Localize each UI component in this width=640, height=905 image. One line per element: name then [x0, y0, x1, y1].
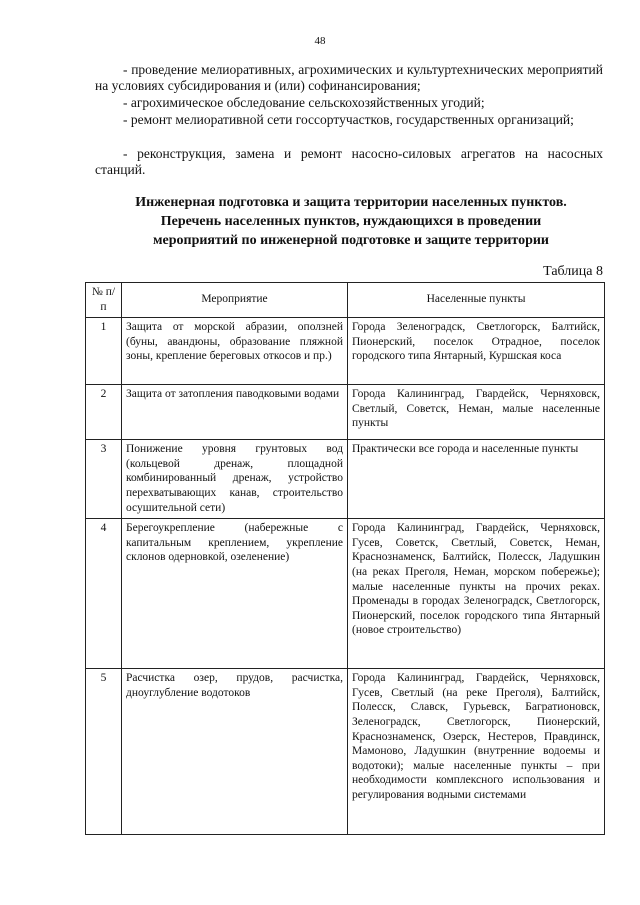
table-row [86, 669, 605, 835]
row-number: 2 [86, 385, 122, 440]
table-row [86, 318, 605, 385]
row-number: 4 [86, 519, 122, 669]
header-num: № п/п [86, 283, 122, 318]
row-measure: Расчистка озер, прудов, расчистка, дноуглубление водотоков [122, 669, 348, 835]
section-heading [92, 193, 610, 250]
list-item: - ремонт мелиоративной сети госсортучастков, государственных организаций; [123, 112, 574, 127]
list-item: - агрохимическое обследование сельскохозяйственных угодий; [123, 95, 485, 110]
row-number: 1 [86, 318, 122, 385]
header-localities: Населенные пункты [348, 283, 605, 318]
table-row [86, 385, 605, 440]
table-row [86, 519, 605, 669]
heading-line: Перечень населенных пунктов, нуждающихся в проведении [160, 214, 542, 229]
row-localities: Города Зеленоградск, Светлогорск, Балтийск, Пионерский, поселок Отрадное, поселок городского типа Янтарный, Куршская коса [348, 318, 605, 385]
list-item: - проведение мелиоративных, агрохимических и культуртехнических мероприятий на условиях субсидирования и (или) софинансирования; [95, 62, 603, 94]
list-item: - реконструкция, замена и ремонт насосно-силовых агрегатов на насосных станций. [95, 146, 603, 178]
heading-line: Инженерная подготовка и защита территории населенных пунктов. [135, 195, 567, 210]
row-localities: Города Калининград, Гвардейск, Черняховск, Гусев, Советск, Светлый, Советск, Неман, Краснознаменск, Балтийск, Полесск, Ладушкин (на реках Преголя, Неман, морском побережье); малые населенные пункты на прочих реках. Променады в городах Зеленоградск, Светлогорск, Пионерский, поселок городского типа Янтарный (новое строительство) [348, 519, 605, 669]
table-header-row [86, 283, 605, 318]
row-localities: Практически все города и населенные пункты [348, 440, 605, 519]
localities-table [85, 282, 605, 835]
row-number: 5 [86, 669, 122, 835]
row-number: 3 [86, 440, 122, 519]
row-measure: Понижение уровня грунтовых вод (кольцевой дренаж, площадной комбинированный дренаж, устройство перехватывающих канав, строительство осушительной сети) [122, 440, 348, 519]
row-localities: Города Калининград, Гвардейск, Черняховск, Светлый, Советск, Неман, малые населенные пункты [348, 385, 605, 440]
row-measure: Защита от затопления паводковыми водами [122, 385, 348, 440]
table-caption: Таблица 8 [543, 264, 603, 279]
heading-line: мероприятий по инженерной подготовке и защите территории [152, 233, 550, 248]
row-measure: Защита от морской абразии, оползней (буны, авандюны, образование пляжной зоны, крепление береговых откосов и пр.) [122, 318, 348, 385]
page-number: 48 [314, 35, 326, 47]
row-localities: Города Калининград, Гвардейск, Черняховск, Гусев, Светлый (на реке Преголя), Балтийск, Полесск, Славск, Гурьевск, Багратионовск, Зеленоградск, Светлогорск, Пионерский, Краснознаменск, Озерск, Нестеров, Правдинск, Мамоново, Ладушкин (внутренние водоемы и водотоки); малые населенные пункты – при необходимости комплексного использования и регулирования водными системами [348, 669, 605, 835]
header-measure: Мероприятие [122, 283, 348, 318]
row-measure: Берегоукрепление (набережные с капитальным креплением, укрепление склонов одерновкой, озеленение) [122, 519, 348, 669]
table-row [86, 440, 605, 519]
